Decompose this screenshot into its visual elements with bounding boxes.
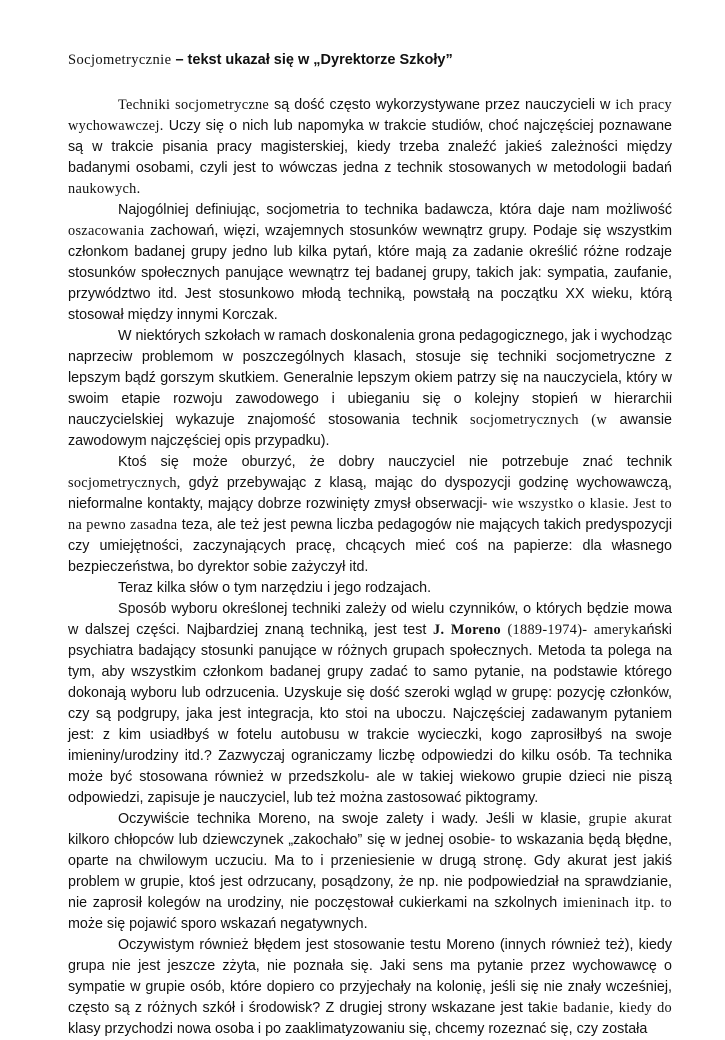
text-run: klasy przychodzi nowa osoba i po zaaklimatyzowaniu się, chcemy rozeznać się, czy została: [68, 1021, 648, 1037]
page-title: [68, 50, 672, 71]
text-run: awansie zawodowym najczęściej opis przypadku).: [68, 412, 672, 449]
text-run: gdyż przebywając z klasą, mając do dyspozycji godzinę wychowawczą, nieformalne kontakty, mający dobrze rozwinięty zmysł obserwacji-: [68, 475, 672, 512]
text-run: Ktoś się może oburzyć, że dobry nauczyciel nie potrzebuje znać technik: [118, 454, 672, 470]
text-run: oszacowania: [68, 223, 145, 239]
text-run: ich pracy wychowawczej.: [68, 97, 672, 134]
text-run: Oczywiście technika Moreno, na swoje zalety i wady. Jeśli w klasie,: [118, 811, 589, 827]
body-text: [68, 95, 672, 1040]
paragraph: [68, 935, 672, 1040]
text-run: W niektórych szkołach w ramach doskonalenia grona pedagogicznego, jak i wychodząc naprzeciw problemom w poszczególnych klasach, stosuje się techniki socjometryczne z lepszym bądź gorszym skutkiem. Generalnie lepszym okiem patrzy się na nauczyciela, który w swoim etapie rozwoju zawodowego i ubieganiu się o kolejny stopień w hierarchii nauczycielskiej wykazuje znajomość stosowania technik: [68, 328, 672, 428]
text-run: ański psychiatra badający stosunki panujące w różnych grupach społecznych. Metoda ta polega na tym, aby wszystkim członkom badanej grupy zadać to samo pytanie, na podstawie którego dokonają wyboru lub odrzucenia. Uzyskuje się dość szeroki wgląd w grupę: pozycję członków, czy są podgrupy, jaka jest integracja, kto stoi na uboczu. Najczęściej zadawanym pytaniem jest: z kim usiadłbyś w fotelu autobusu w trakcie wycieczki, kogo zaprosiłbyś na swoje imieniny/urodziny itd.? Zazwyczaj ograniczamy liczbę odpowiedzi do kilku osób. Ta technika może być stosowana również w przedszkolu- ale w takiej wiekowo grupie dzieci nie piszą odpowiedzi, zapisuje je nauczyciel, lub też można zastosować piktogramy.: [68, 622, 672, 806]
text-run: Uczy się o nich lub napomyka w trakcie studiów, choć najczęściej poznawane są w trakcie pisania pracy magisterskiej, kiedy trzeba znaleźć jakieś zależności między badanymi osobami, czyli jest to wówczas jedna z technik stosowanych w metodologii badań: [68, 118, 672, 176]
text-run: są dość często wykorzystywane przez nauczycieli w: [269, 97, 616, 113]
text-run: teza, ale też jest pewna liczba pedagogów nie mających takich predyspozycji czy umiejętności, zaczynających pracę, chcących mieć coś na papierze: dla własnego bezpieczeństwa, bo dyrektor sobie zażyczył itd.: [68, 517, 672, 575]
paragraph: [68, 95, 672, 200]
paragraph: [68, 200, 672, 326]
title-serif-part: Socjometrycznie: [68, 52, 172, 68]
text-run: może się pojawić sporo wskazań negatywnych.: [68, 916, 368, 932]
text-run: kilkoro chłopców lub dziewczynek „zakochało” się w jednej osobie- to wskazania będą błędne, oparte na chwilowym uczuciu. Ma to i przeniesienie w drugą stronę. Gdy akurat jest jakiś problem w grupie, ktoś jest odrzucany, posądzony, że np. nie podpowiedział na sprawdzianie, nie zaprosił kolegów na urodziny, nie poczęstował cukierkami na szkolnych: [68, 832, 672, 911]
text-run: Teraz kilka słów o tym narzędziu i jego rodzajach.: [118, 580, 432, 596]
text-run: socjometrycznych,: [68, 475, 181, 491]
text-run: J. Moreno: [433, 622, 501, 638]
text-run: wie wszystko o klasie. Jest to na pewno zasadna: [68, 496, 672, 533]
text-run: socjometrycznych (w: [470, 412, 607, 428]
paragraph: [68, 809, 672, 935]
text-run: Sposób wyboru określonej techniki zależy od wielu czynników, o których będzie mowa w dalszej części. Najbardziej znaną techniką, jest test: [68, 601, 672, 638]
text-run: imieninach itp. to: [562, 895, 673, 911]
paragraph: [68, 452, 672, 578]
text-run: Techniki socjometryczne: [118, 97, 270, 113]
text-run: naukowych.: [68, 181, 141, 197]
title-bold-part: – tekst ukazał się w „Dyrektorze Szkoły”: [171, 52, 453, 68]
text-run: Oczywistym również błędem jest stosowanie testu Moreno (innych również też), kiedy grupa nie jest jeszcze zżyta, nie poznała się. Jaki sens ma pytanie przez wychowawcę o sympatie w grupie osób, które dopiero co przyjechały na kolonię, jeśli się nie znały wcześniej, często są z różnych szkół i środowisk? Z drugiej strony wskazane jest tak: [68, 937, 672, 1016]
paragraph: [68, 326, 672, 452]
paragraph: [68, 578, 672, 599]
text-run: zachowań, więzi, wzajemnych stosunków wewnątrz grupy. Podaje się wszystkim członkom badanej grupy jedno lub kilka pytań, które mają za zadanie określić różne rodzaje stosunków społecznych panujące wewnątrz tej badanej grupy, takich jak: sympatia, zaufanie, przywództwo itd. Jest stosunkowo młodą techniką, powstałą na początku XX wieku, którą stosował między innymi Korczak.: [68, 223, 672, 323]
text-run: (1889-1974)- ameryk: [500, 622, 639, 638]
text-run: grupie akurat: [588, 811, 672, 827]
paragraph: [68, 599, 672, 809]
document-page: [68, 50, 672, 1040]
text-run: ie badanie, kiedy do: [547, 1000, 672, 1016]
text-run: Najogólniej definiując, socjometria to technika badawcza, która daje nam możliwość: [118, 202, 672, 218]
